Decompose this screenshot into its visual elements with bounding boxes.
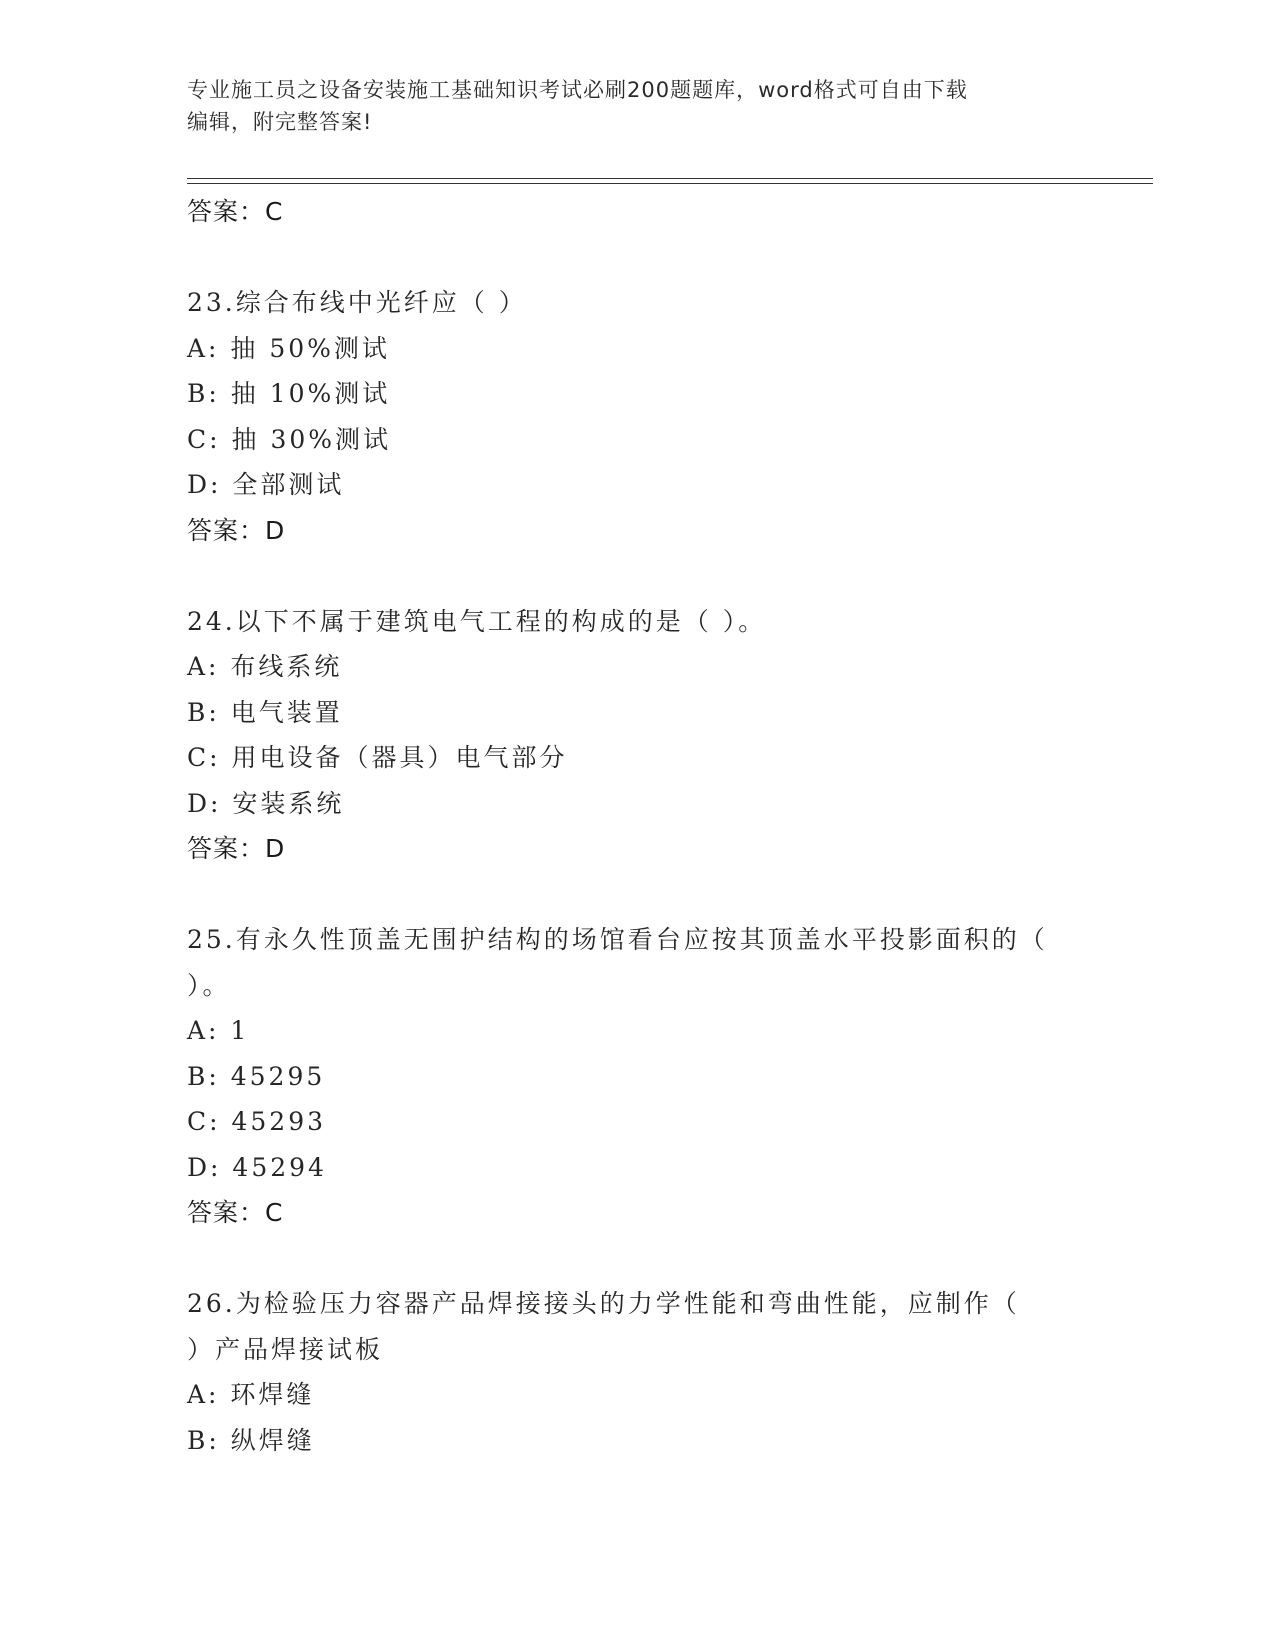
answer-line: 答案：C [187,197,284,226]
option-a: A: 环焊缝 [187,1380,315,1409]
question-text-continued: ）产品焊接试板 [187,1334,384,1364]
option-c: C: 抽 30%测试 [187,424,392,454]
document-header [187,74,1087,138]
option-d: D: 安装系统 [187,788,345,818]
option-a: A: 1 [187,1016,250,1045]
option-c: C: 用电设备（器具）电气部分 [187,743,568,772]
header-line-2: 编辑，附完整答案! [187,110,373,134]
option-d: D: 45294 [187,1152,327,1182]
question-text: 26.为检验压力容器产品焊接接头的力学性能和弯曲性能，应制作（ [187,1289,1020,1318]
option-b: B: 45295 [187,1061,326,1091]
question-list [187,189,1087,1463]
question-23 [187,280,1087,553]
question-text-continued: ）。 [187,970,231,1000]
question-24 [187,599,1087,872]
question-26 [187,1281,1087,1463]
answer-line: 答案：D [187,834,286,863]
option-d: D: 全部测试 [187,470,345,499]
answer-line: 答案：D [187,515,286,545]
question-text: 23.综合布线中光纤应（ ） [187,288,527,317]
option-b: B: 纵焊缝 [187,1425,315,1455]
option-a: A: 抽 50%测试 [187,333,390,363]
option-b: B: 抽 10%测试 [187,379,391,408]
question-25 [187,917,1087,1236]
answer-line: 答案：C [187,1198,284,1227]
header-rule-bottom [187,183,1153,184]
option-b: B: 电气装置 [187,697,343,727]
header-rule-top [187,178,1153,179]
question-text: 25.有永久性顶盖无围护结构的场馆看台应按其顶盖水平投影面积的（ [187,925,1048,954]
spacer [187,872,1087,918]
header-line-1: 专业施工员之设备安装施工基础知识考试必刷200题题库，word格式可自由下载 [187,78,968,102]
spacer [187,1236,1087,1282]
question-text: 24.以下不属于建筑电气工程的构成的是（ ）。 [187,606,767,636]
spacer [187,553,1087,599]
option-c: C: 45293 [187,1107,327,1136]
spacer [187,235,1087,281]
option-a: A: 布线系统 [187,652,343,681]
